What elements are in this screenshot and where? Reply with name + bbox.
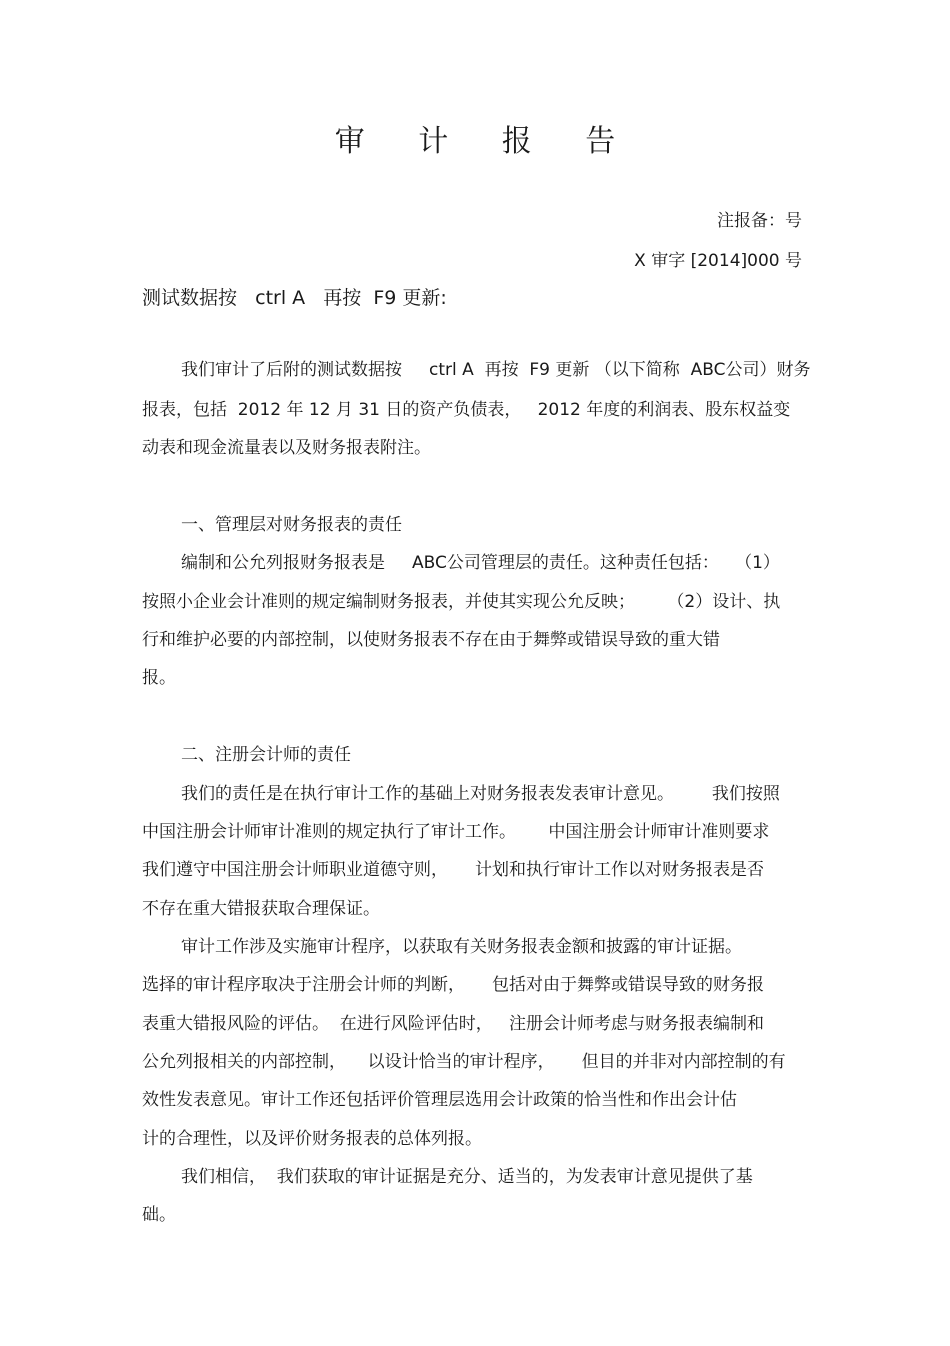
paragraph-line: 公允列报相关的内部控制， 以设计恰当的审计程序， 但目的并非对内部控制的有 [142, 1052, 786, 1072]
paragraph-line: 中国注册会计师审计准则的规定执行了审计工作。 中国注册会计师审计准则要求 [142, 822, 770, 842]
paragraph-line: 编制和公允列报财务报表是 ABC公司管理层的责任。这种责任包括： （1） [181, 553, 780, 573]
paragraph-line: 不存在重大错报获取合理保证。 [142, 899, 380, 919]
report-number: X 审字 [2014]000 号 [634, 251, 802, 271]
section-heading: 一、管理层对财务报表的责任 [181, 515, 402, 535]
paragraph-line: 计的合理性，以及评价财务报表的总体列报。 [142, 1129, 482, 1149]
paragraph-line: 我们的责任是在执行审计工作的基础上对财务报表发表审计意见。 我们按照 [181, 784, 780, 804]
paragraph-line: 报。 [142, 668, 176, 688]
paragraph-line: 按照小企业会计准则的规定编制财务报表，并使其实现公允反映； （2）设计、执 [142, 592, 781, 612]
report-title: 审 计 报 告 [334, 124, 638, 159]
paragraph-line: 动表和现金流量表以及财务报表附注。 [142, 438, 431, 458]
paragraph-line: 选择的审计程序取决于注册会计师的判断， 包括对由于舞弊或错误导致的财务报 [142, 975, 765, 995]
paragraph-line: 我们遵守中国注册会计师职业道德守则， 计划和执行审计工作以对财务报表是否 [142, 860, 765, 880]
paragraph-line: 我们相信， 我们获取的审计证据是充分、适当的，为发表审计意见提供了基 [181, 1167, 753, 1187]
addressee: 测试数据按 ctrl A 再按 F9 更新: [142, 287, 447, 309]
paragraph-line: 审计工作涉及实施审计程序，以获取有关财务报表金额和披露的审计证据。 [181, 937, 742, 957]
paragraph-line: 我们审计了后附的测试数据按 ctrl A 再按 F9 更新 （以下简称 ABC公司）财务 [181, 360, 811, 380]
paragraph-line: 行和维护必要的内部控制，以使财务报表不存在由于舞弊或错误导致的重大错 [142, 630, 720, 650]
paragraph-line: 础。 [142, 1205, 176, 1225]
paragraph-line: 效性发表意见。审计工作还包括评价管理层选用会计政策的恰当性和作出会计估 [142, 1090, 737, 1110]
filing-reference: 注报备：号 [717, 211, 802, 231]
paragraph-line: 报表，包括 2012 年 12 月 31 日的资产负债表， 2012 年度的利润表、股东权益变 [142, 400, 791, 420]
paragraph-line: 表重大错报风险的评估。 在进行风险评估时， 注册会计师考虑与财务报表编制和 [142, 1014, 765, 1034]
section-heading: 二、注册会计师的责任 [181, 745, 351, 765]
